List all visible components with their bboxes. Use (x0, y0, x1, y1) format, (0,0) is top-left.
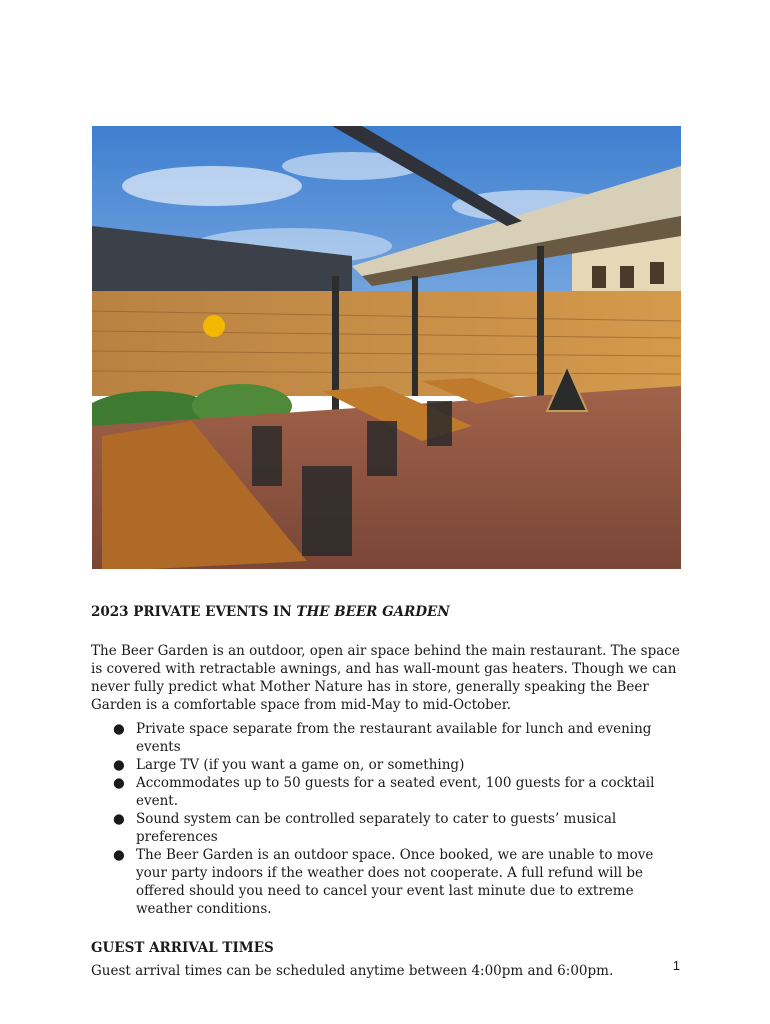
page-number: 1 (672, 958, 680, 973)
beer-garden-illustration (92, 126, 681, 569)
list-item (91, 720, 681, 756)
bullet-icon: ● (113, 811, 125, 827)
bullet-icon: ● (113, 775, 125, 791)
arrival-text: Guest arrival times can be scheduled anytime between 4:00pm and 6:00pm. (91, 963, 614, 979)
bullet-icon: ● (113, 757, 125, 773)
arrival-section (91, 940, 681, 980)
list-item-text: Large TV (if you want a game on, or something) (136, 757, 465, 773)
list-item-text: The Beer Garden is an outdoor space. Once booked, we are unable to move your party indoors if the weather does not cooperate. A full refund will be offered should you need to cancel your event last minute due to extreme weather conditions. (136, 847, 654, 917)
section-heading (91, 604, 681, 620)
main-content (91, 604, 681, 980)
arrival-heading: GUEST ARRIVAL TIMES (91, 940, 274, 956)
heading-prefix: 2023 PRIVATE EVENTS IN (91, 604, 297, 620)
bullet-icon: ● (113, 847, 125, 863)
list-item-text: Private space separate from the restaurant available for lunch and evening events (136, 721, 652, 755)
list-item (91, 756, 681, 774)
list-item-text: Accommodates up to 50 guests for a seated event, 100 guests for a cocktail event. (136, 775, 655, 809)
list-item (91, 774, 681, 810)
feature-list (91, 720, 681, 918)
list-item-text: Sound system can be controlled separately to cater to guests’ musical preferences (136, 811, 617, 845)
list-item (91, 846, 681, 918)
heading-emphasis: THE BEER GARDEN (296, 604, 450, 620)
bullet-icon: ● (113, 721, 125, 737)
intro-paragraph: The Beer Garden is an outdoor, open air space behind the main restaurant. The space is covered with retractable awnings, and has wall-mount gas heaters. Though we can never fully predict what Mother Nature has in store, generally speaking the Beer Garden is a comfortable space from mid-May to mid-October. (91, 643, 680, 713)
list-item (91, 810, 681, 846)
beer-garden-photo (92, 126, 681, 569)
